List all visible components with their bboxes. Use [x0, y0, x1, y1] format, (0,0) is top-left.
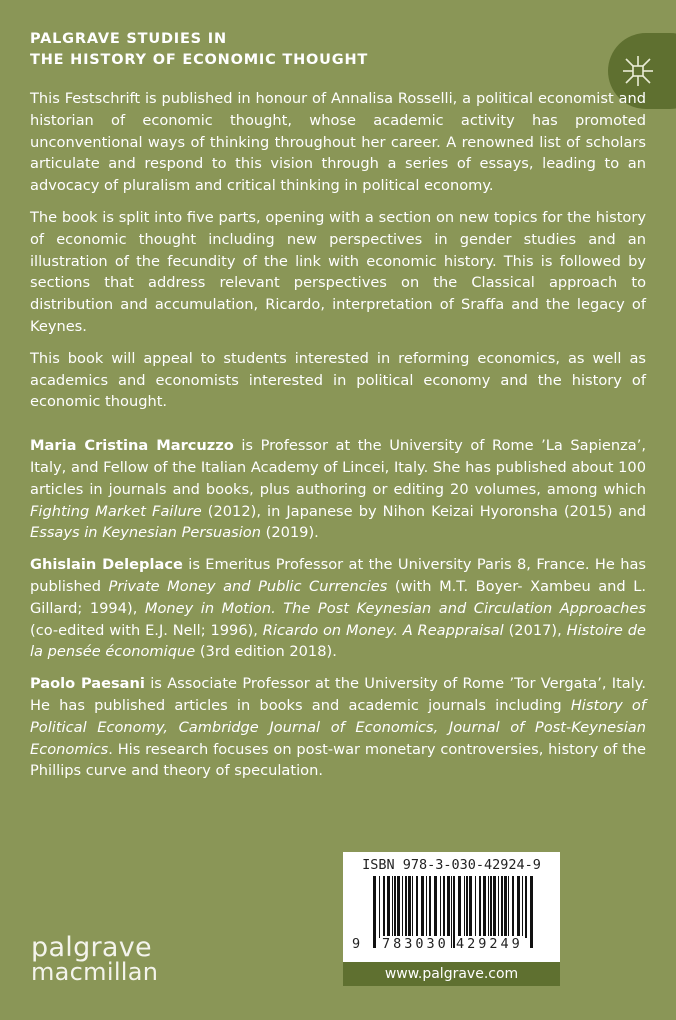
palgrave-star-icon — [620, 53, 656, 89]
barcode-bar — [383, 876, 385, 938]
bio-text: is Associate Professor at the University of Rome ’Tor Vergata’, Italy. He has published articles in books and academic journals including — [30, 675, 647, 714]
description-paragraph: The book is split into five parts, opening with a section on new topics for the history of economic thought including new perspectives in gender studies and an illustration of the fecundity of the link with economic history. This is followed by sections that address relevant perspectives on the Classical approach to distribution and accumulation, Ricardo, interpretation of Sraffa and the legacy of Keynes. — [30, 208, 646, 335]
book-title: Fighting Market Failure — [30, 502, 202, 520]
barcode-digits-right: 429249 — [456, 936, 523, 952]
series-line-2: THE HISTORY OF ECONOMIC THOUGHT — [30, 52, 369, 68]
barcode-bar — [475, 876, 476, 938]
barcode-bar — [501, 876, 503, 938]
barcode-bar — [466, 876, 468, 938]
barcode-bar — [426, 876, 427, 938]
logo-palgrave: palgrave — [31, 932, 152, 963]
book-title: Private Money and Public Currencies — [108, 577, 388, 595]
book-title: Money in Motion. The Post Keynesian and Circulation Approaches — [144, 599, 646, 617]
barcode-bar — [451, 876, 452, 948]
book-title: Essays in Keynesian Persuasion — [30, 524, 261, 542]
barcode-bar — [443, 876, 445, 938]
isbn-label: ISBN 978-3-030-42924-9 — [362, 857, 541, 873]
barcode-bar — [479, 876, 481, 938]
logo-macmillan: macmillan — [31, 958, 159, 986]
barcode-bar — [379, 876, 380, 938]
barcode-bar — [464, 876, 465, 938]
barcode-bar — [483, 876, 486, 938]
bio-text: (3rd edition 2018). — [195, 643, 337, 661]
barcode-bar — [525, 876, 527, 938]
series-title — [30, 29, 368, 71]
author-name: Ghislain Deleplace — [30, 556, 183, 574]
barcode-bar — [447, 876, 450, 938]
barcode-bar — [490, 876, 492, 938]
bio-text: is Emeritus Professor at the University Paris 8, France. He has published — [30, 556, 647, 595]
barcode-bar — [488, 876, 489, 938]
bio-text: (2017), — [503, 621, 567, 639]
back-cover-text — [30, 88, 646, 792]
barcode-bar — [458, 876, 461, 938]
author-name: Paolo Paesani — [30, 675, 145, 693]
description-paragraph: This book will appeal to students interested in reforming economics, as well as academics and economists interested in political economy and the history of economic thought. — [30, 349, 646, 411]
isbn-barcode-box — [343, 852, 560, 986]
barcode-bar — [405, 876, 407, 938]
barcode-bar — [440, 876, 441, 938]
bio-text: (2019). — [260, 524, 319, 542]
barcode-bar — [512, 876, 514, 938]
barcode-bar — [412, 876, 413, 938]
series-line-1: PALGRAVE STUDIES IN — [30, 31, 227, 47]
barcode-bar — [517, 876, 520, 938]
barcode-bar — [392, 876, 393, 938]
book-title: Ricardo on Money. A Reappraisal — [262, 621, 504, 639]
barcode-bar — [416, 876, 418, 938]
author-name: Maria Cristina Marcuzzo — [30, 437, 234, 455]
barcode-bar — [429, 876, 431, 938]
publisher-logo — [31, 932, 159, 986]
bio-text: (co-edited with E.J. Nell; 1996), — [30, 621, 263, 639]
author-bio — [30, 673, 646, 782]
bio-text: (with M.T. Boyer- Xambeu and L. Gillard; 1994), — [30, 577, 646, 617]
bio-text: . His research focuses on post-war monetary controversies, history of the Phillips curve and theory of speculation. — [30, 740, 646, 780]
barcode-bar — [504, 876, 507, 938]
barcode-bar — [408, 876, 411, 938]
barcode-bar — [402, 876, 403, 938]
publisher-website: www.palgrave.com — [343, 962, 560, 986]
book-title: History of Political Economy, Cambridge Journal of Economics, Journal of Post-Keynesian Economics — [30, 696, 647, 758]
book-title: Histoire de la pensée économique — [30, 621, 646, 661]
barcode-bar — [469, 876, 472, 938]
barcode-bar — [493, 876, 496, 938]
barcode-bar — [373, 876, 376, 948]
bio-text: is Professor at the University of Rome ’La Sapienza’, Italy, and Fellow of the Italian Academy of Lincei, Italy. She has published about 100 articles in journals and books, plus authoring or editing 20 volumes, among which — [30, 437, 646, 498]
barcode-bar — [508, 876, 509, 938]
barcode-bar — [421, 876, 424, 938]
bio-text: (2012), in Japanese by Nihon Keizai Hyoronsha (2015) and — [201, 502, 646, 520]
barcode-digits-left: 783030 — [382, 936, 449, 952]
barcode-bar — [397, 876, 400, 938]
author-bio — [30, 435, 646, 544]
barcode-bar — [530, 876, 533, 948]
author-bio — [30, 554, 646, 663]
barcode-bar — [387, 876, 390, 938]
barcode-bar — [522, 876, 523, 938]
barcode-bar — [394, 876, 396, 938]
barcode-bar — [498, 876, 499, 938]
description-paragraph: This Festschrift is published in honour of Annalisa Rosselli, a political economist and historian of economic thought, whose academic activity has promoted unconventional ways of thinking throughout her career. A renowned list of scholars articulate and respond to this vision through a series of essays, leading to an advocacy of pluralism and critical thinking in political economy. — [30, 90, 646, 195]
barcode-digit-lead: 9 — [352, 936, 361, 952]
barcode-bar — [434, 876, 437, 938]
